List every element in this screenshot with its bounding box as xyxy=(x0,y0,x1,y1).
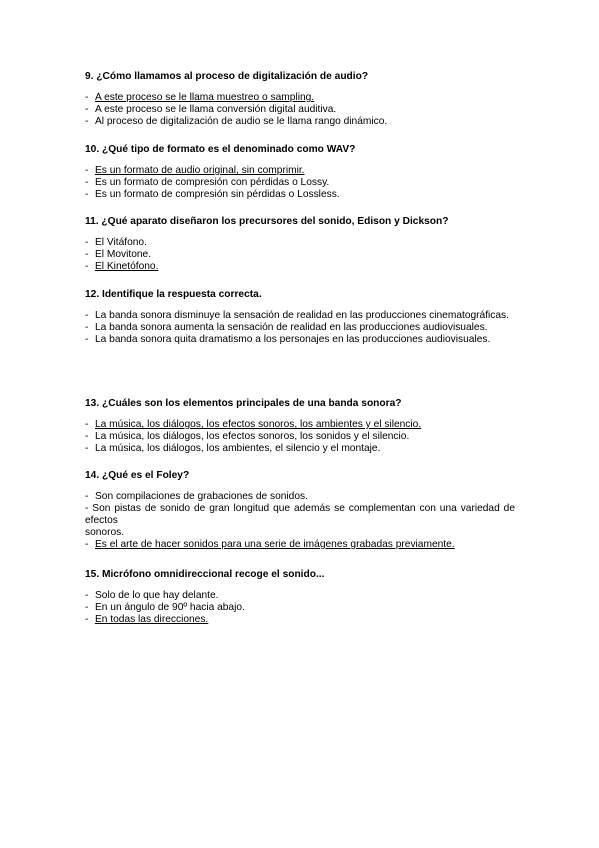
option-item xyxy=(85,310,515,322)
option-text: Son compilaciones de grabaciones de sonidos. xyxy=(95,491,308,502)
bullet-dash: - xyxy=(85,237,89,248)
question-title: 12. Identifique la respuesta correcta. xyxy=(85,289,262,300)
bullet-dash: - xyxy=(85,177,89,188)
question-title: 11. ¿Qué aparato diseñaron los precursores del sonido, Edison y Dickson? xyxy=(85,216,449,227)
option-text: La música, los diálogos, los ambientes, el silencio y el montaje. xyxy=(95,443,381,454)
option-text: La banda sonora quita dramatismo a los personajes en las producciones audiovisuales. xyxy=(95,334,491,345)
option-item xyxy=(85,503,515,527)
bullet-dash: - xyxy=(85,310,89,321)
bullet-dash: - xyxy=(85,189,89,200)
option-item xyxy=(85,419,515,431)
option-text-correct: La música, los diálogos, los efectos sonoros, los ambientes y el silencio. xyxy=(95,419,422,430)
question-title: 9. ¿Cómo llamamos al proceso de digitalización de audio? xyxy=(85,71,369,82)
option-text: Solo de lo que hay delante. xyxy=(95,590,219,601)
option-list xyxy=(85,92,515,128)
bullet-dash: - xyxy=(85,249,89,260)
option-item xyxy=(85,189,515,201)
bullet-dash: - xyxy=(85,419,89,430)
option-text: A este proceso se le llama conversión digital auditiva. xyxy=(95,104,337,115)
option-item xyxy=(85,104,515,116)
question-15 xyxy=(85,568,515,626)
option-text: En un ángulo de 90º hacia abajo. xyxy=(95,602,245,613)
option-text: Son pistas de sonido de gran longitud que además se complementan con una variedad de efectos xyxy=(85,503,515,526)
bullet-dash: - xyxy=(85,261,89,272)
option-item xyxy=(85,165,515,177)
option-item xyxy=(85,590,515,602)
question-12 xyxy=(85,288,515,346)
question-14 xyxy=(85,469,515,551)
bullet-dash: - xyxy=(85,334,89,345)
option-item xyxy=(85,443,515,455)
question-title: 13. ¿Cuáles son los elementos principales de una banda sonora? xyxy=(85,398,402,409)
question-title: 14. ¿Qué es el Foley? xyxy=(85,470,190,481)
bullet-dash: - xyxy=(85,431,89,442)
option-item xyxy=(85,334,515,346)
bullet-dash: - xyxy=(85,443,89,454)
option-item xyxy=(85,614,515,626)
option-item xyxy=(85,237,515,249)
option-text-correct: El Kinetófono. xyxy=(95,261,159,272)
bullet-dash: - xyxy=(85,503,93,514)
option-text: Al proceso de digitalización de audio se le llama rango dinámico. xyxy=(95,116,388,127)
option-list xyxy=(85,590,515,626)
option-list xyxy=(85,491,515,551)
option-text: Es un formato de compresión sin pérdidas o Lossless. xyxy=(95,189,340,200)
bullet-dash: - xyxy=(85,104,89,115)
option-text-correct: A este proceso se le llama muestreo o sampling. xyxy=(95,92,315,103)
option-text: El Vitáfono. xyxy=(95,237,147,248)
bullet-dash: - xyxy=(85,165,89,176)
question-13 xyxy=(85,397,515,455)
option-text-correct: Es el arte de hacer sonidos para una serie de imágenes grabadas previamente. xyxy=(95,539,455,550)
bullet-dash: - xyxy=(85,614,89,625)
option-item xyxy=(85,322,515,334)
option-text-correct: En todas las direcciones. xyxy=(95,614,209,625)
option-text: Es un formato de compresión con pérdidas o Lossy. xyxy=(95,177,330,188)
question-title: 10. ¿Qué tipo de formato es el denominado como WAV? xyxy=(85,144,356,155)
bullet-dash: - xyxy=(85,590,89,601)
option-text: La música, los diálogos, los efectos sonoros, los sonidos y el silencio. xyxy=(95,431,410,442)
option-item xyxy=(85,431,515,443)
question-10 xyxy=(85,143,515,201)
bullet-dash: - xyxy=(85,322,89,333)
question-9 xyxy=(85,70,515,128)
option-text-continuation: sonoros. xyxy=(85,527,125,538)
option-item xyxy=(85,602,515,614)
option-list xyxy=(85,310,515,346)
bullet-dash: - xyxy=(85,539,89,550)
option-item xyxy=(85,261,515,273)
option-list xyxy=(85,237,515,273)
option-item xyxy=(85,177,515,189)
option-item xyxy=(85,92,515,104)
option-list xyxy=(85,419,515,455)
question-title: 15. Micrófono omnidireccional recoge el sonido... xyxy=(85,569,325,580)
question-11 xyxy=(85,215,515,273)
option-text: La banda sonora aumenta la sensación de realidad en las producciones audiovisuales. xyxy=(95,322,488,333)
option-text: La banda sonora disminuye la sensación de realidad en las producciones cinematográficas. xyxy=(95,310,509,321)
option-item xyxy=(85,116,515,128)
option-item xyxy=(85,491,515,503)
option-item xyxy=(85,249,515,261)
option-list xyxy=(85,165,515,201)
option-text-correct: Es un formato de audio original, sin comprimir. xyxy=(95,165,305,176)
option-text: El Movitone. xyxy=(95,249,152,260)
bullet-dash: - xyxy=(85,491,89,502)
bullet-dash: - xyxy=(85,116,89,127)
option-item xyxy=(85,539,515,551)
bullet-dash: - xyxy=(85,92,89,103)
bullet-dash: - xyxy=(85,602,89,613)
